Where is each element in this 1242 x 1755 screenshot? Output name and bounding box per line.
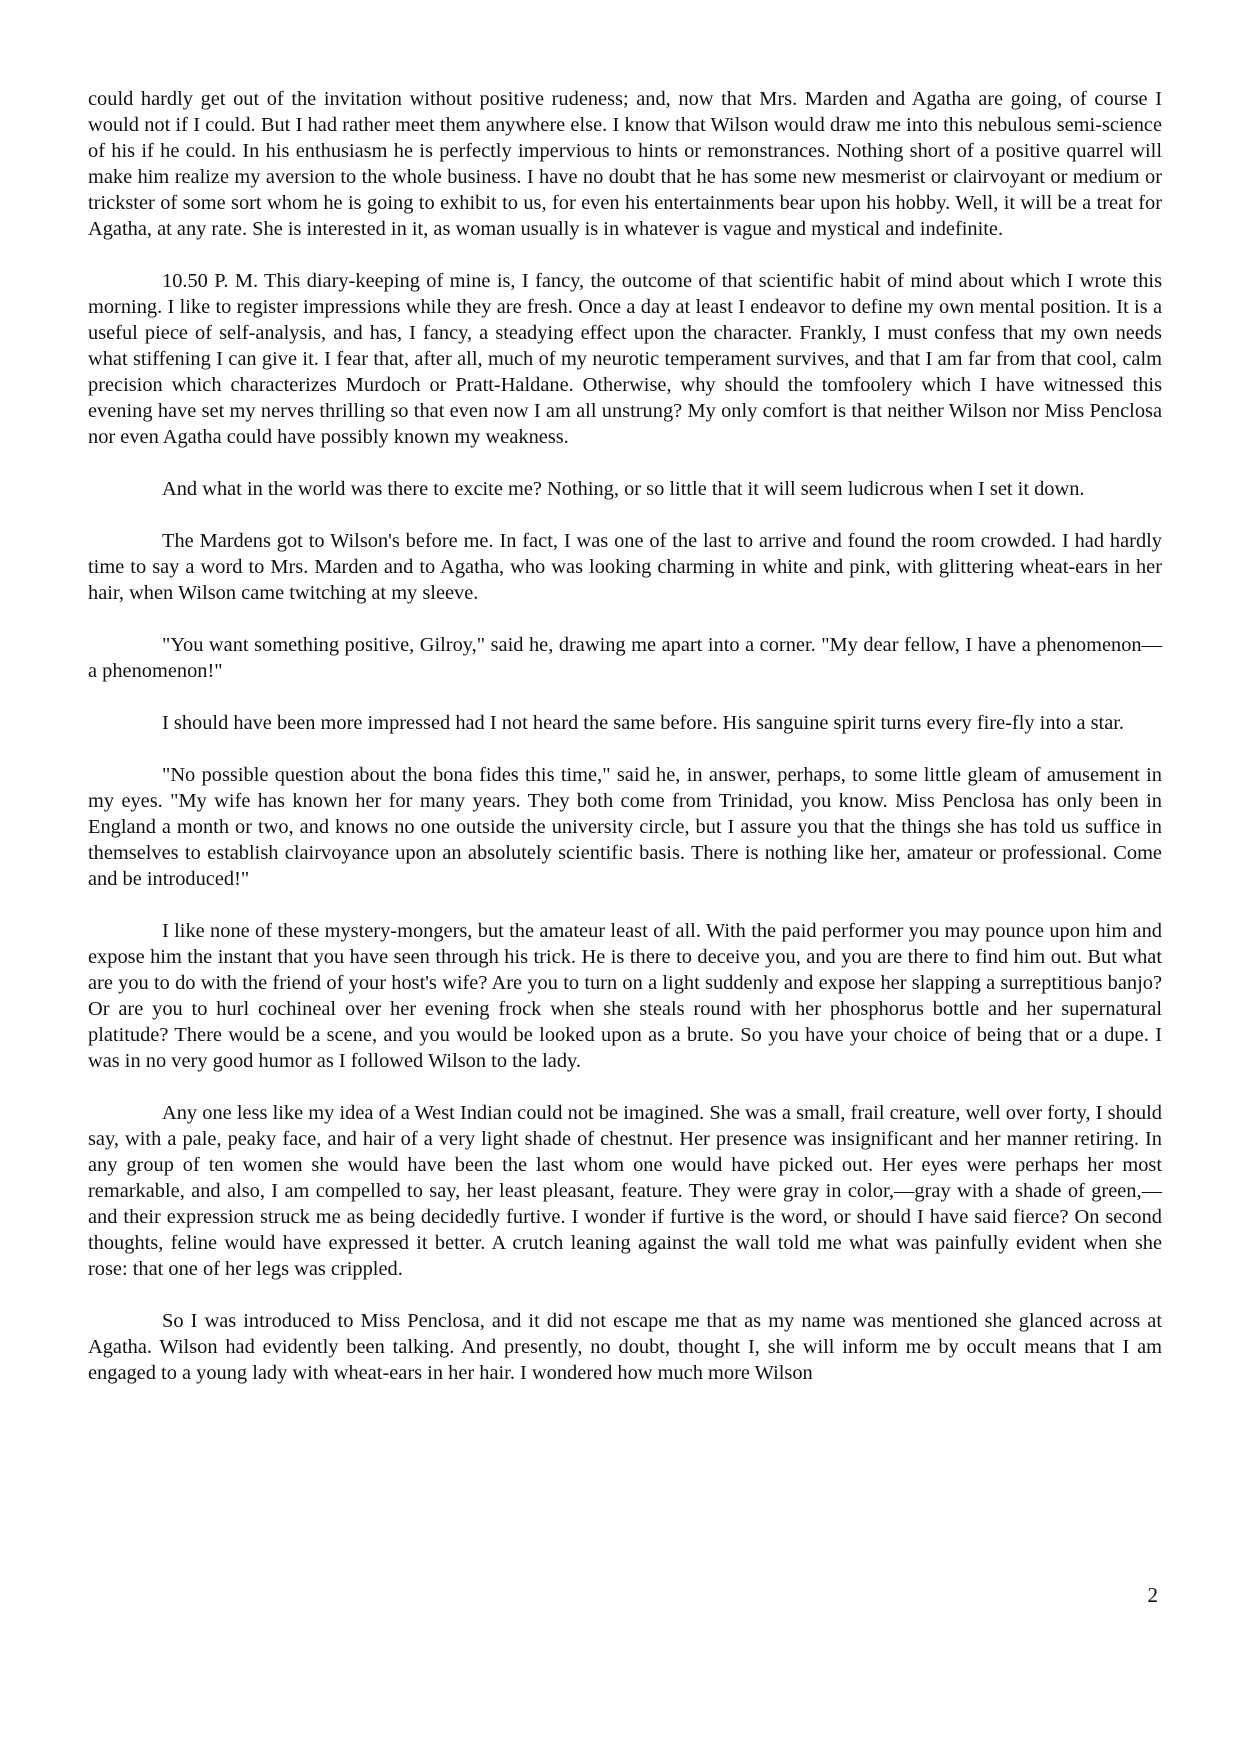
paragraph-excite: And what in the world was there to excite me? Nothing, or so little that it will seem ludicrous when I set it down. — [162, 478, 1085, 500]
paragraph-mystery-mongers: I like none of these mystery-mongers, but the amateur least of all. With the paid performer you may pounce upon him and expose him the instant that you have seen through his trick. He is there to deceive you, and you are there to find him out. But what are you to do with the friend of your host's wife? Are you to turn on a light suddenly and expose her slapping a surreptitious banjo? Or are you to hurl cochineal over her evening frock when she steals round with her phosphorus bottle and her supernatural platitude? There would be a scene, and you would be looked upon as a brute. So you have your choice of being that or a dupe. I was in no very good humor as I followed Wilson to the lady. — [88, 920, 1162, 1072]
page-number: 2 — [1147, 1583, 1158, 1607]
paragraph-fire-fly: I should have been more impressed had I not heard the same before. His sanguine spirit turns every fire-fly into a star. — [162, 712, 1125, 734]
paragraph-introduced: So I was introduced to Miss Penclosa, and it did not escape me that as my name was mentioned she glanced across at Agatha. Wilson had evidently been talking. And presently, no doubt, thought I, she will inform me by occult means that I am engaged to a young lady with wheat-ears in her hair. I wondered how much more Wilson — [88, 1310, 1162, 1384]
paragraph-bona-fides: "No possible question about the bona fides this time," said he, in answer, perhaps, to some little gleam of amusement in my eyes. "My wife has known her for many years. They both come from Trinidad, you know. Miss Penclosa has only been in England a month or two, and knows no one outside the university circle, but I assure you that the things she has told us suffice in themselves to establish clairvoyance upon an absolutely scientific basis. There is nothing like her, amateur or professional. Come and be introduced!" — [88, 764, 1162, 890]
paragraph-diary-entry: 10.50 P. M. This diary-keeping of mine is, I fancy, the outcome of that scientific habit of mind about which I wrote this morning. I like to register impressions while they are fresh. Once a day at least I endeavor to define my own mental position. It is a useful piece of self-analysis, and has, I fancy, a steadying effect upon the character. Frankly, I must confess that my own needs what stiffening I can give it. I fear that, after all, much of my neurotic temperament survives, and that I am far from that cool, calm precision which characterizes Murdoch or Pratt-Haldane. Otherwise, why should the tomfoolery which I have witnessed this evening have set my nerves thrilling so that even now I am all unstrung? My only comfort is that neither Wilson nor Miss Penclosa nor even Agatha could have possibly known my weakness. — [88, 270, 1162, 448]
paragraph-continuation: could hardly get out of the invitation without positive rudeness; and, now that Mrs. Marden and Agatha are going, of course I would not if I could. But I had rather meet them anywhere else. I know that Wilson would draw me into this nebulous semi-science of his if he could. In his enthusiasm he is perfectly impervious to hints or remonstrances. Nothing short of a positive quarrel will make him realize my aversion to the whole business. I have no doubt that he has some new mesmerist or clairvoyant or medium or trickster of some sort whom he is going to exhibit to us, for even his entertainments bear upon his hobby. Well, it will be a treat for Agatha, at any rate. She is interested in it, as woman usually is in whatever is vague and mystical and indefinite. — [88, 88, 1162, 240]
paragraph-phenomenon: "You want something positive, Gilroy," said he, drawing me apart into a corner. "My dear fellow, I have a phenomenon—a phenomenon!" — [88, 634, 1162, 682]
paragraph-west-indian: Any one less like my idea of a West Indian could not be imagined. She was a small, frail creature, well over forty, I should say, with a pale, peaky face, and hair of a very light shade of chestnut. Her presence was insignificant and her manner retiring. In any group of ten women she would have been the last whom one would have picked out. Her eyes were perhaps her most remarkable, and also, I am compelled to say, her least pleasant, feature. They were gray in color,—gray with a shade of green,—and their expression struck me as being decidedly furtive. I wonder if furtive is the word, or should I have said fierce? On second thoughts, feline would have expressed it better. A crutch leaning against the wall told me what was painfully evident when she rose: that one of her legs was crippled. — [88, 1102, 1162, 1280]
paragraph-mardens: The Mardens got to Wilson's before me. In fact, I was one of the last to arrive and found the room crowded. I had hardly time to say a word to Mrs. Marden and to Agatha, who was looking charming in white and pink, with glittering wheat-ears in her hair, when Wilson came twitching at my sleeve. — [88, 530, 1162, 604]
document-page — [88, 86, 1162, 1412]
